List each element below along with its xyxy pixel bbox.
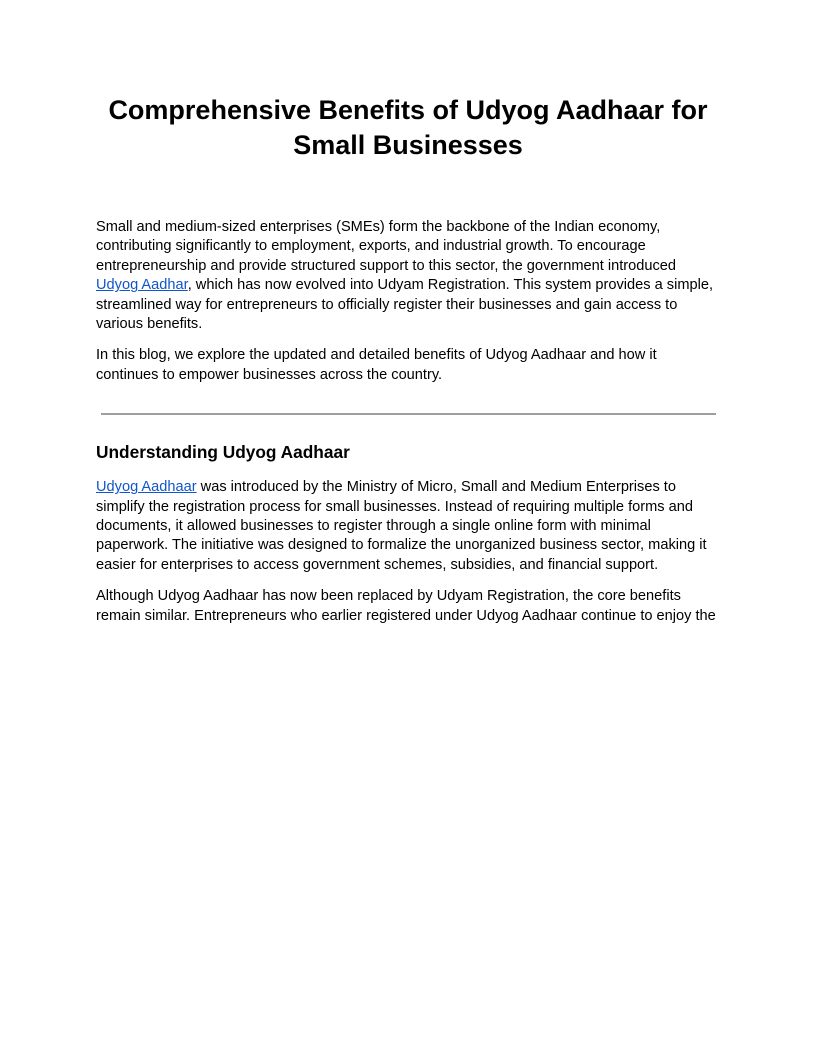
horizontal-divider	[101, 413, 716, 415]
udyog-aadhaar-link[interactable]: Udyog Aadhaar	[96, 479, 197, 496]
intro-paragraph	[96, 218, 720, 334]
section-paragraph-1-text: was introduced by the Ministry of Micro, Small and Medium Enterprises to simplify the registration process for small businesses. Instead of requiring multiple forms and documents, it allowed businesses to register through a single online form with minimal paperwork. The initiative was designed to formalize the unorganized business sector, making it easier for enterprises to access government schemes, subsidies, and financial support.	[96, 479, 707, 573]
section-heading: Understanding Udyog Aadhaar	[96, 442, 350, 463]
intro-text-after-link: , which has now evolved into Udyam Registration. This system provides a simple, streamlined way for entrepreneurs to officially register their businesses and gain access to various benefits.	[96, 277, 714, 333]
document-title	[96, 93, 720, 163]
intro-text-before-link: Small and medium-sized enterprises (SMEs) form the backbone of the Indian economy, contributing significantly to employment, exports, and industrial growth. To encourage entrepreneurship and provide structured support to this sector, the government introduced	[96, 219, 677, 274]
section-paragraph-2: Although Udyog Aadhaar has now been replaced by Udyam Registration, the core benefits remain similar. Entrepreneurs who earlier registered under Udyog Aadhaar continue to enjoy the	[96, 588, 716, 624]
title-line-1: Comprehensive Benefits of Udyog Aadhaar for	[108, 95, 708, 125]
section-paragraph-1	[96, 478, 720, 575]
udyog-aadhar-link[interactable]: Udyog Aadhar	[96, 277, 188, 294]
blog-intro-paragraph: In this blog, we explore the updated and detailed benefits of Udyog Aadhaar and how it continues to empower businesses across the country.	[96, 347, 657, 383]
title-line-2: Small Businesses	[293, 130, 523, 160]
document-page	[96, 0, 720, 1056]
